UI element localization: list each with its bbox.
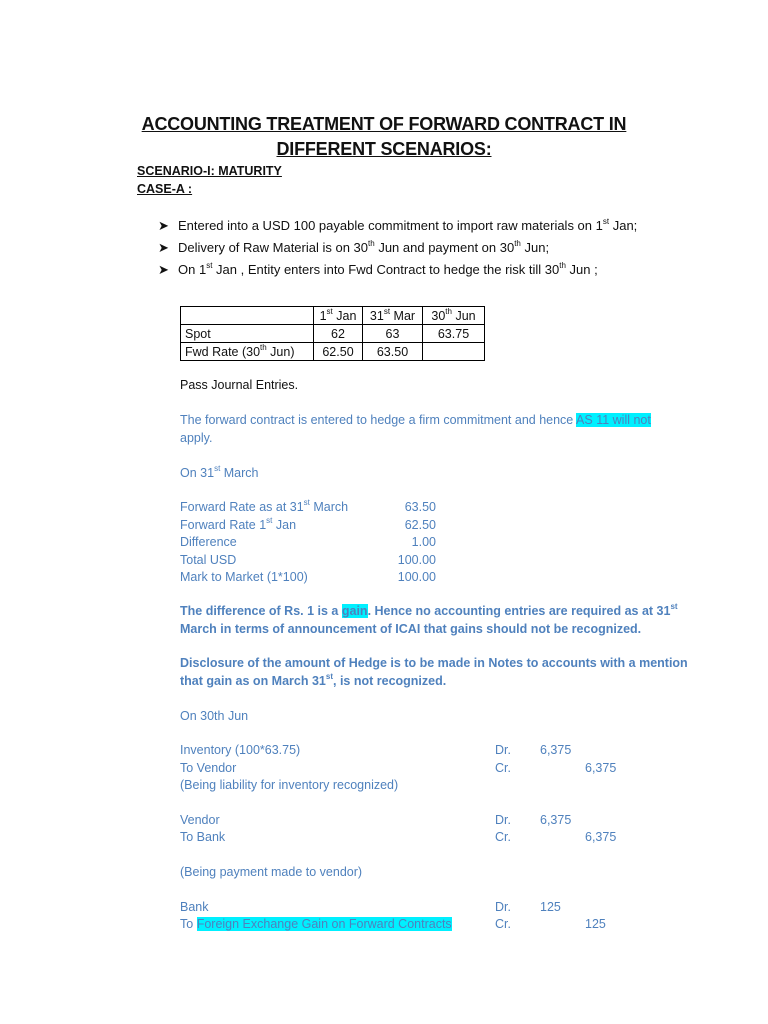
entry-credit: 6,375: [585, 761, 617, 775]
entry-debit: 6,375: [540, 743, 572, 757]
journal-heading: Pass Journal Entries.: [180, 378, 299, 392]
highlight-as11: AS 11 will not: [576, 413, 651, 427]
entry-credit: 125: [585, 917, 606, 931]
arrow-bullet-icon: ➤: [158, 218, 169, 233]
entry-account: Vendor: [180, 813, 220, 827]
table-row-label: Fwd Rate (30th Jun): [181, 343, 314, 361]
calc-label: Difference: [180, 535, 237, 549]
table-row-label: Spot: [181, 325, 314, 343]
bullet-item-2: ➤ Delivery of Raw Material is on 30th Jun and payment on 30th Jun;: [158, 239, 550, 255]
table-header-cell: 30th Jun: [423, 307, 485, 325]
case-heading: CASE-A :: [137, 182, 193, 196]
rates-table: [180, 306, 485, 361]
highlight-fx-gain: Foreign Exchange Gain on Forward Contracts: [196, 917, 452, 931]
table-row: [181, 325, 485, 343]
scenario-heading: SCENARIO-I: MATURITY: [137, 164, 282, 178]
document-title-line1: ACCOUNTING TREATMENT OF FORWARD CONTRACT IN: [141, 114, 627, 134]
table-cell: 63.50: [363, 343, 423, 361]
entry-type: Dr.: [495, 900, 511, 914]
entry-debit: 6,375: [540, 813, 572, 827]
calc-value: 100.00: [397, 553, 436, 567]
entry-type: Cr.: [495, 917, 511, 931]
calc-label: Mark to Market (1*100): [180, 570, 308, 584]
entry-account: To Vendor: [180, 761, 237, 775]
entry-account: To Foreign Exchange Gain on Forward Contracts: [180, 917, 452, 931]
table-header-cell: [181, 307, 314, 325]
arrow-bullet-icon: ➤: [158, 262, 169, 277]
entry-account: Bank: [180, 900, 209, 914]
entry-type: Dr.: [495, 743, 511, 757]
table-cell: 62: [314, 325, 363, 343]
entry-narration: (Being payment made to vendor): [180, 865, 363, 879]
document-title-line2: DIFFERENT SCENARIOS:: [276, 139, 492, 159]
intro-line2: apply.: [180, 431, 213, 445]
table-cell: 63: [363, 325, 423, 343]
table-header-cell: 1st Jan: [314, 307, 363, 325]
entry-debit: 125: [540, 900, 561, 914]
entry-narration: (Being liability for inventory recognized): [180, 778, 399, 792]
table-header-cell: 31st Mar: [363, 307, 423, 325]
table-cell: [423, 343, 485, 361]
entry-credit: 6,375: [585, 830, 617, 844]
calc-value: 1.00: [411, 535, 436, 549]
entry-account: To Bank: [180, 830, 226, 844]
entry-type: Cr.: [495, 761, 511, 775]
calc-label: Total USD: [180, 553, 237, 567]
table-header-row: [181, 307, 485, 325]
disclosure-line2: that gain as on March 31st, is not recognized.: [180, 672, 447, 688]
table-cell: 62.50: [314, 343, 363, 361]
calc-label: Forward Rate as at 31st March: [180, 498, 349, 514]
on-june-heading: On 30th Jun: [180, 709, 249, 723]
on-march-heading: On 31st March: [180, 464, 259, 480]
bullet-item-1: ➤ Entered into a USD 100 payable commitment to import raw materials on 1st Jan;: [158, 217, 638, 233]
intro-line1: The forward contract is entered to hedge a firm commitment and hence AS 11 will not: [180, 413, 651, 427]
calc-value: 63.50: [404, 500, 436, 514]
gain-note-line1: The difference of Rs. 1 is a gain. Hence no accounting entries are required as at 31st: [180, 602, 678, 618]
bullet-item-3: ➤ On 1st Jan , Entity enters into Fwd Contract to hedge the risk till 30th Jun ;: [158, 261, 598, 277]
table-row: [181, 343, 485, 361]
calc-label: Forward Rate 1st Jan: [180, 516, 297, 532]
arrow-bullet-icon: ➤: [158, 240, 169, 255]
table-cell: 63.75: [423, 325, 485, 343]
entry-account: Inventory (100*63.75): [180, 743, 301, 757]
gain-note-line2: March in terms of announcement of ICAI that gains should not be recognized.: [180, 622, 642, 636]
entry-type: Cr.: [495, 830, 511, 844]
highlight-gain: gain: [341, 604, 368, 618]
calc-value: 62.50: [404, 518, 436, 532]
entry-type: Dr.: [495, 813, 511, 827]
calc-value: 100.00: [397, 570, 436, 584]
disclosure-line1: Disclosure of the amount of Hedge is to be made in Notes to accounts with a mention: [180, 656, 688, 670]
